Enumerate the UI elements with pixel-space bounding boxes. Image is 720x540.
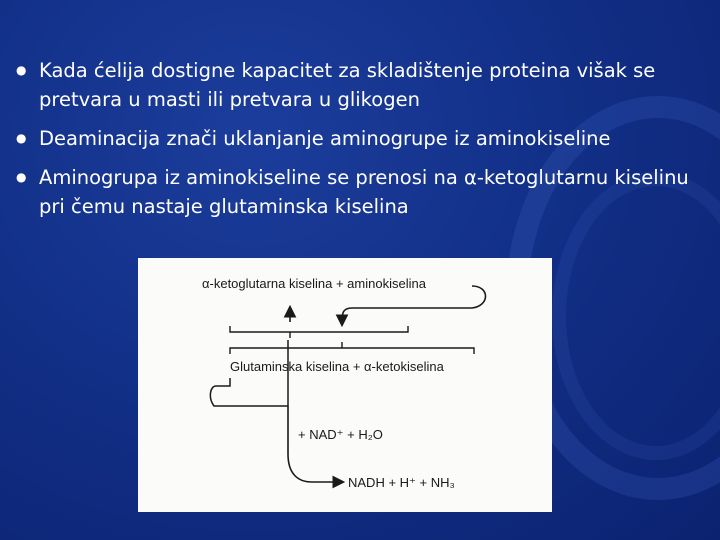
bullet-item	[0, 124, 720, 153]
bullet-text: Deaminacija znači uklanjanje aminogrupe iz aminokiseline	[39, 127, 611, 150]
top-row-label: α-ketoglutarna kiselina + aminokiselina	[202, 276, 426, 291]
bullet-dot-icon: ●	[16, 170, 27, 184]
product-label: NADH + H⁺ + NH₃	[348, 475, 455, 490]
reaction-diagram-svg	[138, 258, 552, 512]
bullet-item	[0, 56, 720, 114]
bullet-dot-icon: ●	[16, 131, 27, 145]
bullet-list	[0, 56, 720, 231]
middle-row-label: Glutaminska kiselina + α-ketokiselina	[230, 359, 444, 374]
top-bracket	[230, 326, 408, 338]
bullet-text: Kada ćelija dostigne kapacitet za skladištenje proteina višak se pretvara u masti ili pretvara u glikogen	[39, 59, 656, 111]
bullet-item	[0, 163, 720, 221]
bullet-dot-icon: ●	[16, 63, 27, 77]
reactant-label: + NAD⁺ + H₂O	[298, 427, 383, 442]
bullet-text: Aminogrupa iz aminokiseline se prenosi na α-ketoglutarnu kiselinu pri čemu nastaje glutaminska kiselina	[39, 166, 689, 218]
amino-acid-arrow	[342, 286, 486, 324]
deamination-diagram	[138, 258, 552, 512]
product-arrow	[288, 406, 342, 482]
middle-bracket	[230, 342, 474, 354]
